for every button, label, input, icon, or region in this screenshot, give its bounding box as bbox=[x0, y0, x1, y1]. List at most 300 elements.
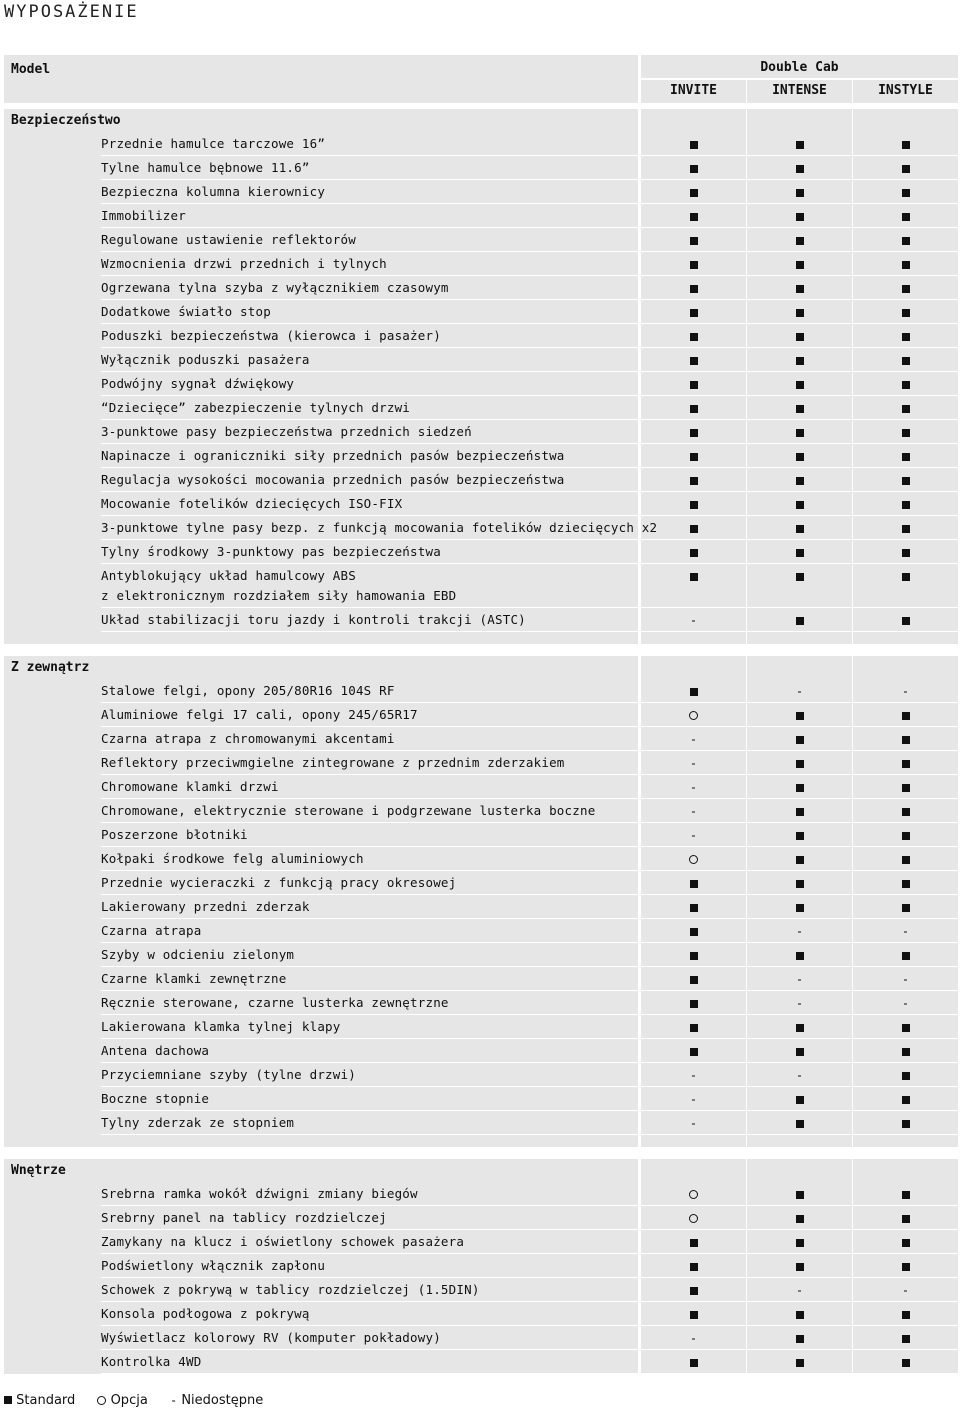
table-row bbox=[4, 799, 958, 823]
table-row bbox=[4, 252, 958, 276]
table-row bbox=[4, 516, 958, 540]
table-header bbox=[4, 55, 958, 103]
value-cell-instyle bbox=[853, 468, 958, 492]
row-label-line: Czarne klamki zewnętrzne bbox=[101, 971, 287, 986]
row-label bbox=[101, 1326, 441, 1350]
standard-square-icon bbox=[796, 501, 804, 509]
row-label bbox=[101, 967, 286, 991]
standard-square-icon bbox=[690, 141, 698, 149]
value-cell-intense bbox=[747, 540, 852, 564]
standard-square-icon bbox=[690, 285, 698, 293]
value-cell-intense bbox=[747, 847, 852, 871]
value-cell-intense bbox=[747, 608, 852, 632]
standard-square-icon bbox=[690, 309, 698, 317]
value-cell-intense bbox=[747, 895, 852, 919]
value-cell-invite bbox=[641, 871, 746, 895]
standard-square-icon bbox=[796, 1335, 804, 1343]
standard-square-icon bbox=[796, 832, 804, 840]
table-row bbox=[4, 919, 958, 943]
value-cell-instyle bbox=[853, 823, 958, 847]
row-label bbox=[101, 132, 325, 156]
standard-square-icon bbox=[796, 904, 804, 912]
standard-square-icon bbox=[902, 237, 910, 245]
value-cell-instyle bbox=[853, 1326, 958, 1350]
value-cell-instyle bbox=[853, 1182, 958, 1206]
section-1 bbox=[4, 656, 958, 1147]
row-label-line: Antena dachowa bbox=[101, 1043, 210, 1058]
row-label-line: Tylne hamulce bębnowe 11.6” bbox=[101, 160, 310, 175]
dash-icon: - bbox=[169, 1393, 178, 1407]
value-cell-invite bbox=[641, 1015, 746, 1039]
standard-square-icon bbox=[796, 285, 804, 293]
row-label-line: Napinacze i ograniczniki siły przednich pasów bezpieczeństwa bbox=[101, 448, 565, 463]
standard-square-icon bbox=[796, 760, 804, 768]
row-label-line: Czarna atrapa z chromowanymi akcentami bbox=[101, 731, 395, 746]
value-cell-invite bbox=[641, 751, 746, 775]
row-label-line: Wyłącznik poduszki pasażera bbox=[101, 352, 310, 367]
legend-option-label: Opcja bbox=[110, 1392, 148, 1408]
value-cell-intense bbox=[747, 468, 852, 492]
value-cell-intense bbox=[747, 372, 852, 396]
value-cell-instyle bbox=[853, 727, 958, 751]
standard-square-icon bbox=[796, 1191, 804, 1199]
value-cell-instyle bbox=[853, 420, 958, 444]
value-cell-instyle bbox=[853, 1278, 958, 1302]
value-cell-invite bbox=[641, 1230, 746, 1254]
value-cell-instyle bbox=[853, 276, 958, 300]
row-label-line: Poduszki bezpieczeństwa (kierowca i pasażer) bbox=[101, 328, 441, 343]
row-label-line: Tylny zderzak ze stopniem bbox=[101, 1115, 295, 1130]
standard-square-icon bbox=[902, 333, 910, 341]
row-label bbox=[101, 516, 657, 540]
standard-square-icon bbox=[690, 1000, 698, 1008]
table-row bbox=[4, 276, 958, 300]
standard-square-icon bbox=[902, 573, 910, 581]
standard-square-icon bbox=[902, 1024, 910, 1032]
standard-square-icon bbox=[690, 928, 698, 936]
standard-square-icon bbox=[902, 760, 910, 768]
row-label-line: Srebrna ramka wokół dźwigni zmiany biegów bbox=[101, 1186, 418, 1201]
row-label-line: 3-punktowe pasy bezpieczeństwa przednich siedzeń bbox=[101, 424, 472, 439]
value-cell-invite bbox=[641, 727, 746, 751]
standard-square-icon bbox=[690, 165, 698, 173]
value-cell-instyle bbox=[853, 156, 958, 180]
standard-square-icon bbox=[690, 333, 698, 341]
value-cell-instyle bbox=[853, 703, 958, 727]
row-label-line: Regulacja wysokości mocowania przednich pasów bezpieczeństwa bbox=[101, 472, 565, 487]
value-cell-intense bbox=[747, 1063, 852, 1087]
standard-square-icon bbox=[796, 429, 804, 437]
table-row bbox=[4, 991, 958, 1015]
standard-square-icon bbox=[796, 453, 804, 461]
standard-square-icon bbox=[902, 549, 910, 557]
value-cell-intense bbox=[747, 799, 852, 823]
row-label-line: Boczne stopnie bbox=[101, 1091, 210, 1106]
value-cell-intense bbox=[747, 1111, 852, 1135]
value-cell-instyle bbox=[853, 396, 958, 420]
row-label bbox=[101, 871, 456, 895]
value-cell-intense bbox=[747, 823, 852, 847]
row-label bbox=[101, 276, 449, 300]
value-cell-instyle bbox=[853, 799, 958, 823]
value-cell-intense bbox=[747, 348, 852, 372]
value-cell-intense bbox=[747, 156, 852, 180]
unavailable-dash-icon: - bbox=[689, 780, 698, 795]
row-label bbox=[101, 1111, 294, 1135]
value-cell-intense bbox=[747, 1039, 852, 1063]
table-row bbox=[4, 871, 958, 895]
value-cell-invite bbox=[641, 132, 746, 156]
square-icon bbox=[4, 1396, 12, 1404]
standard-square-icon bbox=[796, 880, 804, 888]
row-label-line: Chromowane, elektrycznie sterowane i podgrzewane lusterka boczne bbox=[101, 803, 596, 818]
value-cell-intense bbox=[747, 1278, 852, 1302]
standard-square-icon bbox=[902, 1215, 910, 1223]
legend-unavailable bbox=[170, 1393, 263, 1408]
value-cell-instyle bbox=[853, 1350, 958, 1374]
table-row bbox=[4, 1063, 958, 1087]
standard-square-icon bbox=[902, 1239, 910, 1247]
row-label-line: Antyblokujący układ hamulcowy ABS bbox=[101, 568, 356, 583]
value-cell-intense bbox=[747, 252, 852, 276]
unavailable-dash-icon: - bbox=[689, 613, 698, 628]
row-label bbox=[101, 847, 364, 871]
row-label bbox=[101, 799, 595, 823]
standard-square-icon bbox=[796, 237, 804, 245]
standard-square-icon bbox=[690, 549, 698, 557]
value-cell-invite bbox=[641, 1182, 746, 1206]
row-label bbox=[101, 540, 441, 564]
standard-square-icon bbox=[690, 453, 698, 461]
standard-square-icon bbox=[690, 952, 698, 960]
standard-square-icon bbox=[690, 501, 698, 509]
value-cell-invite bbox=[641, 967, 746, 991]
value-cell-invite bbox=[641, 847, 746, 871]
table-row bbox=[4, 132, 958, 156]
row-label-line: Aluminiowe felgi 17 cali, opony 245/65R17 bbox=[101, 707, 418, 722]
row-label bbox=[101, 1302, 310, 1326]
unavailable-dash-icon: - bbox=[689, 732, 698, 747]
page-title: WYPOSAŻENIE bbox=[4, 2, 139, 22]
value-cell-intense bbox=[747, 132, 852, 156]
table-row bbox=[4, 1326, 958, 1350]
table-row bbox=[4, 751, 958, 775]
value-cell-intense bbox=[747, 444, 852, 468]
value-cell-intense bbox=[747, 1230, 852, 1254]
row-label-line: Lakierowana klamka tylnej klapy bbox=[101, 1019, 341, 1034]
table-row bbox=[4, 420, 958, 444]
standard-square-icon bbox=[796, 1263, 804, 1271]
row-label bbox=[101, 156, 310, 180]
row-label-line: “Dziecięce” zabezpieczenie tylnych drzwi bbox=[101, 400, 411, 415]
row-label-line: Stalowe felgi, opony 205/80R16 104S RF bbox=[101, 683, 395, 698]
value-cell-intense bbox=[747, 1087, 852, 1111]
table-row bbox=[4, 1278, 958, 1302]
value-cell-invite bbox=[641, 348, 746, 372]
standard-square-icon bbox=[902, 1263, 910, 1271]
row-label bbox=[101, 1087, 209, 1111]
value-cell-instyle bbox=[853, 1015, 958, 1039]
value-cell-instyle bbox=[853, 1111, 958, 1135]
table-row bbox=[4, 1350, 958, 1374]
standard-square-icon bbox=[902, 952, 910, 960]
standard-square-icon bbox=[902, 1359, 910, 1367]
value-cell-instyle bbox=[853, 919, 958, 943]
row-label-line: Kołpaki środkowe felg aluminiowych bbox=[101, 851, 364, 866]
unavailable-dash-icon: - bbox=[795, 1068, 804, 1083]
row-label-line: Wyświetlacz kolorowy RV (komputer pokładowy) bbox=[101, 1330, 441, 1345]
standard-square-icon bbox=[796, 333, 804, 341]
standard-square-icon bbox=[796, 617, 804, 625]
standard-square-icon bbox=[902, 477, 910, 485]
table-row bbox=[4, 703, 958, 727]
value-cell-instyle bbox=[853, 564, 958, 588]
standard-square-icon bbox=[690, 189, 698, 197]
row-label bbox=[101, 775, 279, 799]
row-label-line: Podświetlony włącznik zapłonu bbox=[101, 1258, 326, 1273]
value-cell-instyle bbox=[853, 1230, 958, 1254]
value-cell-invite bbox=[641, 300, 746, 324]
row-label-line: Immobilizer bbox=[101, 208, 186, 223]
value-cell-instyle bbox=[853, 204, 958, 228]
value-cell-instyle bbox=[853, 444, 958, 468]
value-cell-intense bbox=[747, 420, 852, 444]
table-row bbox=[4, 372, 958, 396]
standard-square-icon bbox=[902, 1191, 910, 1199]
value-cell-intense bbox=[747, 967, 852, 991]
model-label: Model bbox=[11, 62, 51, 77]
trim-invite: INVITE bbox=[670, 83, 717, 98]
section-heading: Z zewnątrz bbox=[11, 660, 90, 675]
value-cell-intense bbox=[747, 180, 852, 204]
value-cell-invite bbox=[641, 228, 746, 252]
standard-square-icon bbox=[902, 617, 910, 625]
row-label-line: Mocowanie fotelików dziecięcych ISO-FIX bbox=[101, 496, 403, 511]
value-cell-intense bbox=[747, 703, 852, 727]
standard-square-icon bbox=[690, 213, 698, 221]
standard-square-icon bbox=[796, 1239, 804, 1247]
standard-square-icon bbox=[902, 832, 910, 840]
standard-square-icon bbox=[902, 1120, 910, 1128]
standard-square-icon bbox=[796, 189, 804, 197]
row-label-line: Dodatkowe światło stop bbox=[101, 304, 271, 319]
legend bbox=[4, 1390, 281, 1410]
unavailable-dash-icon: - bbox=[689, 1092, 698, 1107]
section-2 bbox=[4, 1159, 958, 1374]
standard-square-icon bbox=[690, 525, 698, 533]
standard-square-icon bbox=[796, 357, 804, 365]
standard-square-icon bbox=[796, 952, 804, 960]
value-cell-intense bbox=[747, 1326, 852, 1350]
row-label-line: Bezpieczna kolumna kierownicy bbox=[101, 184, 326, 199]
unavailable-dash-icon: - bbox=[795, 1283, 804, 1298]
table-row bbox=[4, 228, 958, 252]
row-label-line: Schowek z pokrywą w tablicy rozdzielczej (1.5DIN) bbox=[101, 1282, 480, 1297]
value-cell-instyle bbox=[853, 895, 958, 919]
value-cell-intense bbox=[747, 1182, 852, 1206]
table-row bbox=[4, 1039, 958, 1063]
value-cell-intense bbox=[747, 775, 852, 799]
standard-square-icon bbox=[690, 261, 698, 269]
value-cell-invite bbox=[641, 1087, 746, 1111]
option-circle-icon bbox=[689, 1214, 698, 1223]
row-label-line: Zamykany na klucz i oświetlony schowek pasażera bbox=[101, 1234, 465, 1249]
row-label-line: Srebrny panel na tablicy rozdzielczej bbox=[101, 1210, 387, 1225]
section-0 bbox=[4, 109, 958, 644]
standard-square-icon bbox=[690, 477, 698, 485]
value-cell-intense bbox=[747, 871, 852, 895]
standard-square-icon bbox=[902, 189, 910, 197]
row-label bbox=[101, 608, 526, 632]
row-label-line: Tylny środkowy 3-punktowy pas bezpieczeństwa bbox=[101, 544, 441, 559]
section-heading: Wnętrze bbox=[11, 1163, 66, 1178]
standard-square-icon bbox=[902, 429, 910, 437]
standard-square-icon bbox=[690, 405, 698, 413]
standard-square-icon bbox=[690, 904, 698, 912]
standard-square-icon bbox=[902, 525, 910, 533]
standard-square-icon bbox=[902, 501, 910, 509]
row-label-line: Poszerzone błotniki bbox=[101, 827, 248, 842]
row-label-line: Ręcznie sterowane, czarne lusterka zewnętrzne bbox=[101, 995, 449, 1010]
standard-square-icon bbox=[902, 736, 910, 744]
table-row bbox=[4, 180, 958, 204]
unavailable-dash-icon: - bbox=[795, 996, 804, 1011]
standard-square-icon bbox=[690, 1048, 698, 1056]
unavailable-dash-icon: - bbox=[901, 684, 910, 699]
table-row bbox=[4, 847, 958, 871]
group-label: Double Cab bbox=[760, 60, 839, 75]
standard-square-icon bbox=[902, 213, 910, 221]
standard-square-icon bbox=[902, 453, 910, 461]
unavailable-dash-icon: - bbox=[689, 804, 698, 819]
value-cell-invite bbox=[641, 372, 746, 396]
row-label-line: 3-punktowe tylne pasy bezp. z funkcją mocowania fotelików dziecięcych x2 bbox=[101, 520, 658, 535]
table-row bbox=[4, 468, 958, 492]
value-cell-invite bbox=[641, 180, 746, 204]
unavailable-dash-icon: - bbox=[795, 684, 804, 699]
table-row bbox=[4, 1015, 958, 1039]
table-row bbox=[4, 204, 958, 228]
standard-square-icon bbox=[796, 712, 804, 720]
value-cell-intense bbox=[747, 228, 852, 252]
standard-square-icon bbox=[796, 141, 804, 149]
value-cell-instyle bbox=[853, 228, 958, 252]
table-row bbox=[4, 727, 958, 751]
value-cell-invite bbox=[641, 1063, 746, 1087]
value-cell-intense bbox=[747, 727, 852, 751]
table-row bbox=[4, 608, 958, 632]
row-label bbox=[101, 252, 387, 276]
value-cell-invite bbox=[641, 444, 746, 468]
unavailable-dash-icon: - bbox=[689, 1331, 698, 1346]
value-cell-invite bbox=[641, 156, 746, 180]
value-cell-invite bbox=[641, 799, 746, 823]
row-label-line: Reflektory przeciwmgielne zintegrowane z przednim zderzakiem bbox=[101, 755, 565, 770]
table-row bbox=[4, 492, 958, 516]
standard-square-icon bbox=[796, 1215, 804, 1223]
row-label-line: Układ stabilizacji toru jazdy i kontroli trakcji (ASTC) bbox=[101, 612, 526, 627]
unavailable-dash-icon: - bbox=[795, 924, 804, 939]
table-row bbox=[4, 1206, 958, 1230]
table-row bbox=[4, 156, 958, 180]
value-cell-instyle bbox=[853, 492, 958, 516]
value-cell-instyle bbox=[853, 1063, 958, 1087]
unavailable-dash-icon: - bbox=[901, 996, 910, 1011]
value-cell-instyle bbox=[853, 943, 958, 967]
value-cell-instyle bbox=[853, 608, 958, 632]
standard-square-icon bbox=[796, 477, 804, 485]
standard-square-icon bbox=[690, 688, 698, 696]
value-cell-invite bbox=[641, 204, 746, 228]
value-cell-invite bbox=[641, 775, 746, 799]
value-cell-invite bbox=[641, 1326, 746, 1350]
unavailable-dash-icon: - bbox=[795, 972, 804, 987]
value-cell-invite bbox=[641, 1350, 746, 1374]
value-cell-intense bbox=[747, 300, 852, 324]
standard-square-icon bbox=[796, 1359, 804, 1367]
value-cell-instyle bbox=[853, 991, 958, 1015]
table-row bbox=[4, 967, 958, 991]
trim-intense: INTENSE bbox=[772, 83, 827, 98]
row-label bbox=[101, 703, 418, 727]
option-circle-icon bbox=[689, 711, 698, 720]
row-label-line: Regulowane ustawienie reflektorów bbox=[101, 232, 356, 247]
table-row bbox=[4, 1254, 958, 1278]
value-cell-invite bbox=[641, 540, 746, 564]
standard-square-icon bbox=[902, 309, 910, 317]
value-cell-intense bbox=[747, 324, 852, 348]
legend-standard-label: Standard bbox=[16, 1392, 76, 1408]
legend-option bbox=[97, 1393, 147, 1408]
table-row bbox=[4, 324, 958, 348]
row-label bbox=[101, 324, 441, 348]
table-row bbox=[4, 396, 958, 420]
value-cell-invite bbox=[641, 492, 746, 516]
value-cell-instyle bbox=[853, 775, 958, 799]
unavailable-dash-icon: - bbox=[901, 1283, 910, 1298]
standard-square-icon bbox=[690, 1024, 698, 1032]
standard-square-icon bbox=[690, 880, 698, 888]
standard-square-icon bbox=[796, 213, 804, 221]
standard-square-icon bbox=[902, 381, 910, 389]
standard-square-icon bbox=[902, 784, 910, 792]
value-cell-invite bbox=[641, 1278, 746, 1302]
value-cell-invite bbox=[641, 1111, 746, 1135]
standard-square-icon bbox=[796, 1120, 804, 1128]
value-cell-instyle bbox=[853, 348, 958, 372]
value-cell-instyle bbox=[853, 252, 958, 276]
table-row bbox=[4, 895, 958, 919]
value-cell-instyle bbox=[853, 372, 958, 396]
standard-square-icon bbox=[690, 573, 698, 581]
standard-square-icon bbox=[796, 261, 804, 269]
table-row bbox=[4, 1111, 958, 1135]
value-cell-intense bbox=[747, 991, 852, 1015]
standard-square-icon bbox=[690, 1311, 698, 1319]
row-label-line: Konsola podłogowa z pokrywą bbox=[101, 1306, 310, 1321]
standard-square-icon bbox=[796, 573, 804, 581]
row-label bbox=[101, 895, 310, 919]
row-label bbox=[101, 1206, 387, 1230]
row-label-line: Przednie hamulce tarczowe 16” bbox=[101, 136, 326, 151]
standard-square-icon bbox=[796, 1048, 804, 1056]
value-cell-instyle bbox=[853, 1302, 958, 1326]
standard-square-icon bbox=[796, 405, 804, 413]
unavailable-dash-icon: - bbox=[689, 1068, 698, 1083]
row-label bbox=[101, 751, 565, 775]
row-label-line: Podwójny sygnał dźwiękowy bbox=[101, 376, 295, 391]
row-label-line: Chromowane klamki drzwi bbox=[101, 779, 279, 794]
